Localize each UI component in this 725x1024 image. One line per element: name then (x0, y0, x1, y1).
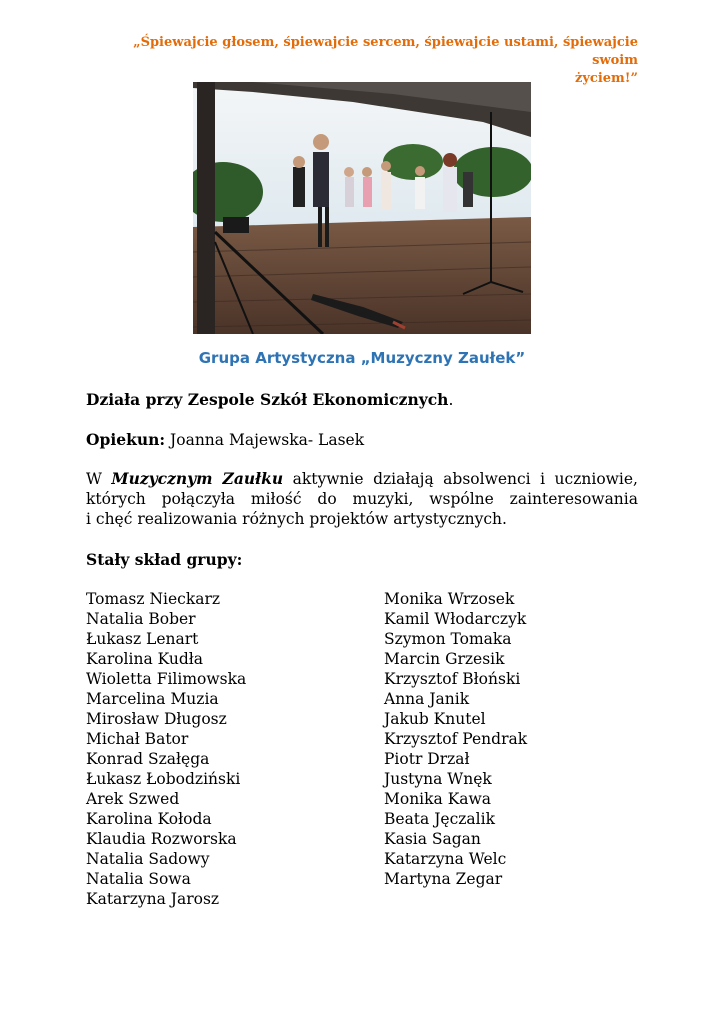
member-name: Krzysztof Pendrak (384, 730, 528, 748)
member-name: Katarzyna Jarosz (86, 890, 220, 908)
members-column-2 (384, 589, 527, 889)
member-name: Kasia Sagan (384, 830, 481, 848)
member-name: Jakub Knutel (384, 710, 486, 728)
member-name: Łukasz Lenart (86, 630, 199, 648)
member-name: Konrad Szałęga (86, 750, 210, 768)
member-name: Justyna Wnęk (384, 770, 492, 788)
member-name: Martyna Zegar (384, 870, 503, 888)
member-name: Katarzyna Welc (384, 850, 507, 868)
guardian-name: Joanna Majewska- Lasek (170, 431, 365, 449)
member-name: Beata Jęczalik (384, 810, 495, 828)
motto-line-2: życiem!” (574, 71, 638, 86)
school-text: Działa przy Zespole Szkół Ekonomicznych (86, 390, 449, 409)
member-name: Klaudia Rozworska (86, 830, 237, 848)
stage-performance-photo (193, 82, 531, 334)
member-name: Monika Wrzosek (384, 590, 515, 608)
description-row-1-rest: aktywnie działają absolwenci i uczniowie, (283, 470, 638, 488)
member-name: Natalia Bober (86, 610, 196, 628)
member-name: Piotr Drzał (384, 750, 470, 768)
member-name: Marcelina Muzia (86, 690, 219, 708)
member-name: Anna Janik (384, 690, 470, 708)
member-name: Monika Kawa (384, 790, 492, 808)
member-name: Karolina Kołoda (86, 810, 212, 828)
member-name: Michał Bator (86, 730, 189, 748)
school-line (86, 390, 453, 410)
description-row-1 (86, 469, 638, 489)
member-name: Natalia Sowa (86, 870, 191, 888)
member-name: Kamil Włodarczyk (384, 610, 527, 628)
members-heading: Stały skład grupy: (86, 550, 243, 569)
member-name: Wioletta Filimowska (86, 670, 247, 688)
group-title: Grupa Artystyczna „Muzyczny Zaułek” (198, 349, 526, 367)
description-row-3: i chęć realizowania różnych projektów artystycznych. (86, 510, 507, 528)
members-column-1 (86, 589, 246, 909)
member-name: Natalia Sadowy (86, 850, 210, 868)
member-name: Mirosław Długosz (86, 710, 227, 728)
description-group-name: Muzycznym Zaułku (111, 469, 284, 488)
description-paragraph (86, 469, 638, 529)
member-name: Łukasz Łobodziński (86, 770, 241, 788)
member-name: Arek Szwed (86, 790, 180, 808)
school-period: . (448, 391, 454, 409)
motto-line-1: „Śpiewajcie głosem, śpiewajcie sercem, śpiewajcie ustami, śpiewajcie swoim (133, 35, 638, 68)
motto-quote (86, 34, 638, 88)
guardian-line (86, 430, 364, 450)
member-name: Krzysztof Błoński (384, 670, 521, 688)
description-lead: W (86, 470, 112, 488)
member-name: Szymon Tomaka (384, 630, 512, 648)
member-name: Karolina Kudła (86, 650, 204, 668)
member-name: Marcin Grzesik (384, 650, 505, 668)
guardian-label: Opiekun: (86, 430, 166, 449)
member-name: Tomasz Nieckarz (86, 590, 221, 608)
description-row-2: których połączyła miłość do muzyki, wspólne zainteresowania (86, 490, 638, 508)
